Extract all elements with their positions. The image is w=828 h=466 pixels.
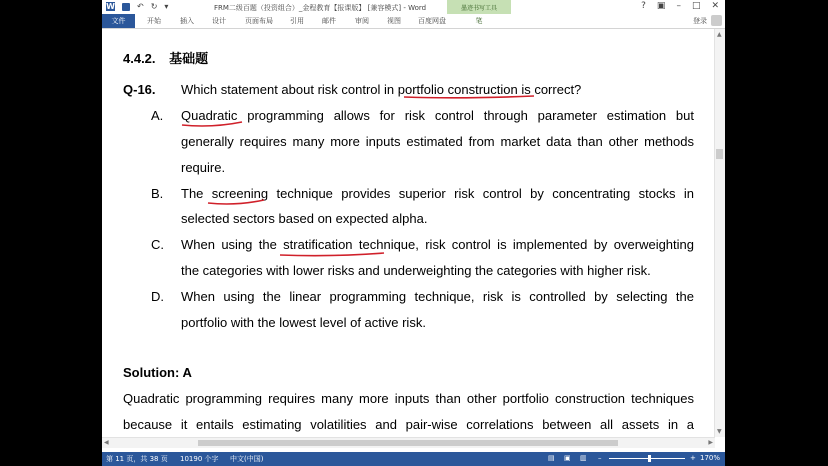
document-title: FRM二级百题（投资组合）_金程教育【报课版】 [兼容模式] - Word [214, 4, 427, 12]
save-icon[interactable] [122, 3, 130, 11]
ribbon-display-icon[interactable]: ▣ [656, 1, 666, 11]
option-a-line: require. [181, 160, 226, 175]
scroll-right-icon[interactable]: ▶ [708, 439, 713, 446]
tab-design[interactable]: 设计 [212, 17, 226, 25]
option-a-line: generally requires many more inputs estimated from market data than other methods [181, 134, 694, 149]
contextual-tab-group-label: 墨迹书写工具 [460, 5, 497, 12]
window-controls [641, 1, 719, 11]
horizontal-scrollbar[interactable] [102, 437, 715, 448]
word-window [102, 0, 725, 466]
document-page[interactable] [102, 29, 715, 437]
zoom-in-icon[interactable]: + [690, 454, 696, 462]
tab-file[interactable]: 文件 [102, 14, 135, 28]
ink-underline-stratification [280, 253, 384, 256]
tab-home[interactable]: 开始 [147, 17, 161, 25]
undo-icon[interactable]: ↶ [137, 2, 144, 11]
help-button[interactable]: ? [641, 1, 646, 11]
horizontal-scroll-thumb[interactable] [198, 440, 618, 446]
tab-baidu-netdisk[interactable]: 百度网盘 [418, 17, 446, 25]
option-a-line: Quadratic programming allows for risk control through parameter estimation but [181, 108, 694, 123]
close-icon[interactable]: ✕ [711, 1, 719, 11]
tab-page-layout[interactable]: 页面布局 [245, 17, 273, 25]
solution-line: because it entails estimating volatilities and pair-wise correlations between all assets in a [123, 417, 694, 432]
read-mode-icon[interactable]: ▤ [548, 454, 555, 462]
ribbon-tabs [102, 14, 725, 29]
customize-toolbar-icon[interactable]: ▾ [164, 2, 169, 11]
option-d-line: When using the linear programming technique, risk is controlled by selecting the [181, 289, 694, 304]
scroll-down-icon[interactable]: ▼ [717, 428, 722, 435]
print-layout-icon[interactable]: ▣ [564, 454, 571, 462]
option-c-line: the categories with lower risks and underweighting the categories with higher risk. [181, 263, 651, 278]
option-b-letter: B. [151, 186, 164, 201]
login-link[interactable]: 登录 [693, 17, 707, 25]
option-c-line: When using the stratification technique, risk control is implemented by overweighting [181, 237, 694, 252]
word-count[interactable]: 10190 个字 [180, 455, 219, 463]
question-id: Q-16. [123, 82, 156, 97]
question-text: Which statement about risk control in portfolio construction is correct? [181, 82, 582, 97]
section-number: 4.4.2. [123, 51, 156, 66]
tab-view[interactable]: 视图 [387, 17, 401, 25]
word-app-icon: W [106, 2, 115, 11]
section-title: 基础题 [169, 51, 209, 66]
web-layout-icon[interactable]: ▥ [580, 454, 587, 462]
solution-label: Solution: A [123, 365, 192, 380]
tab-insert[interactable]: 插入 [180, 17, 194, 25]
scroll-left-icon[interactable]: ◀ [104, 439, 109, 446]
minimize-icon[interactable]: – [676, 1, 681, 11]
option-b-line: selected sectors based on expected alpha. [181, 211, 428, 226]
tab-review[interactable]: 审阅 [355, 17, 369, 25]
scroll-up-icon[interactable]: ▲ [717, 31, 722, 38]
solution-line: Quadratic programming requires many more inputs than other portfolio construction techniques [123, 391, 694, 406]
option-d-letter: D. [151, 289, 164, 304]
tab-references[interactable]: 引用 [290, 17, 304, 25]
zoom-out-icon[interactable]: – [598, 454, 602, 462]
option-c-letter: C. [151, 237, 164, 252]
option-d-line: portfolio with the lowest level of active risk. [181, 315, 426, 330]
vertical-scrollbar[interactable] [714, 29, 725, 437]
maximize-icon[interactable]: □ [691, 1, 701, 11]
quick-access-toolbar [106, 2, 168, 11]
option-a-letter: A. [151, 108, 164, 123]
avatar[interactable] [711, 15, 722, 26]
zoom-slider-knob[interactable] [648, 455, 651, 462]
option-b-line: The screening technique provides superior risk control by concentrating stocks in [181, 186, 694, 201]
language-indicator[interactable]: 中文(中国) [230, 455, 264, 463]
redo-icon[interactable]: ↻ [150, 2, 158, 11]
section-heading [123, 48, 208, 67]
title-bar [102, 0, 725, 14]
status-bar [102, 452, 725, 466]
tab-pen[interactable]: 笔 [475, 17, 483, 25]
tab-mailings[interactable]: 邮件 [322, 17, 336, 25]
vertical-scroll-thumb[interactable] [716, 149, 723, 159]
zoom-level[interactable]: 170% [700, 454, 721, 462]
page-count[interactable]: 第 11 页，共 38 页 [106, 455, 168, 463]
